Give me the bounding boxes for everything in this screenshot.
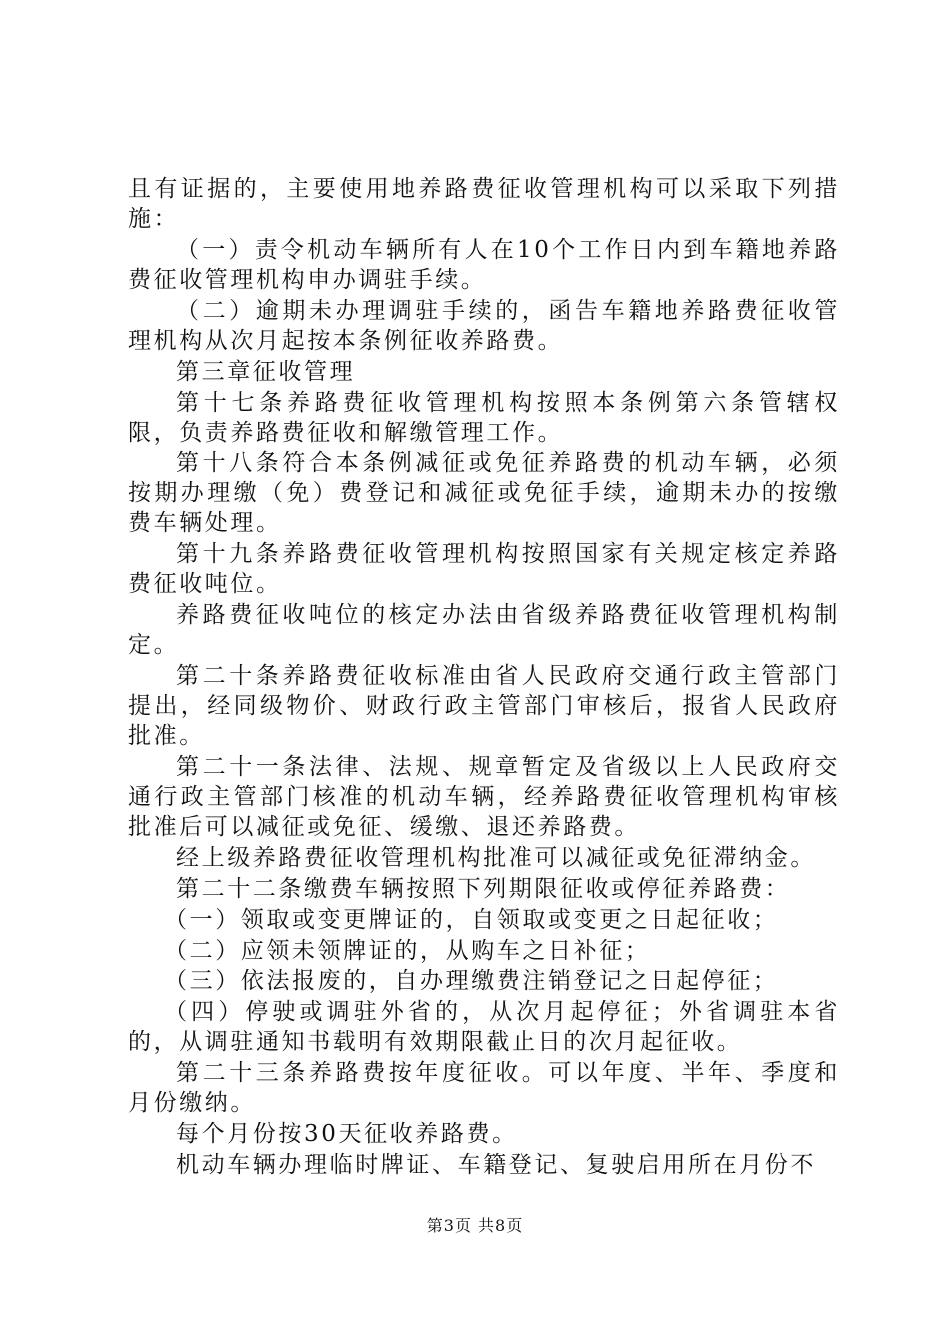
paragraph: 经上级养路费征收管理机构批准可以减征或免征滞纳金。 bbox=[176, 844, 816, 871]
paragraph: 每个月份按30天征收养路费。 bbox=[176, 1121, 518, 1148]
paragraph: 且有证据的，主要使用地养路费征收管理机构可以采取下列措施： bbox=[128, 176, 840, 232]
paragraph: 机动车辆办理临时牌证、车籍登记、复驶启用所在月份不 bbox=[176, 1152, 816, 1179]
paragraph: 第十七条养路费征收管理机构按照本条例第六条管辖权限，负责养路费征收和解缴管理工作。 bbox=[128, 389, 840, 446]
list-item: （二）应领未领牌证的，从购车之日补征； bbox=[164, 937, 651, 964]
list-item: （三）依法报废的，自办理缴费注销登记之日起停征； bbox=[164, 968, 779, 995]
paragraph: 第二十条养路费征收标准由省人民政府交通行政主管部门提出，经同级物价、财政行政主管部门审核后，报省人民政府批准。 bbox=[128, 663, 840, 750]
document-body bbox=[128, 174, 840, 1181]
page-footer bbox=[0, 1213, 950, 1236]
paragraph: 养路费征收吨位的核定办法由省级养路费征收管理机构制定。 bbox=[128, 602, 840, 659]
list-item: （四）停驶或调驻外省的，从次月起停征；外省调驻本省的，从调驻通知书载明有效期限截止日的次月起征收。 bbox=[128, 999, 840, 1056]
paragraph: 第二十三条养路费按年度征收。可以年度、半年、季度和月份缴纳。 bbox=[128, 1060, 840, 1117]
paragraph: 第十八条符合本条例减征或免征养路费的机动车辆，必须按期办理缴（免）费登记和减征或免征手续，逾期未办的按缴费车辆处理。 bbox=[128, 450, 840, 537]
paragraph: 第十九条养路费征收管理机构按照国家有关规定核定养路费征收吨位。 bbox=[128, 541, 840, 598]
list-item: （一）领取或变更牌证的，自领取或变更之日起征收； bbox=[164, 906, 779, 933]
page-number-label: 第3页 共8页 bbox=[426, 1216, 524, 1235]
paragraph: （二）逾期未办理调驻手续的，函告车籍地养路费征收管理机构从次月起按本条例征收养路费。 bbox=[128, 297, 840, 354]
paragraph: 第二十一条法律、法规、规章暂定及省级以上人民政府交通行政主管部门核准的机动车辆，经养路费征收管理机构审核批准后可以减征或免征、缓缴、退还养路费。 bbox=[128, 754, 840, 841]
paragraph: （一）责令机动车辆所有人在10个工作日内到车籍地养路费征收管理机构申办调驻手续。 bbox=[128, 236, 840, 293]
chapter-heading: 第三章征收管理 bbox=[176, 358, 356, 385]
paragraph: 第二十二条缴费车辆按照下列期限征收或停征养路费： bbox=[176, 875, 791, 902]
